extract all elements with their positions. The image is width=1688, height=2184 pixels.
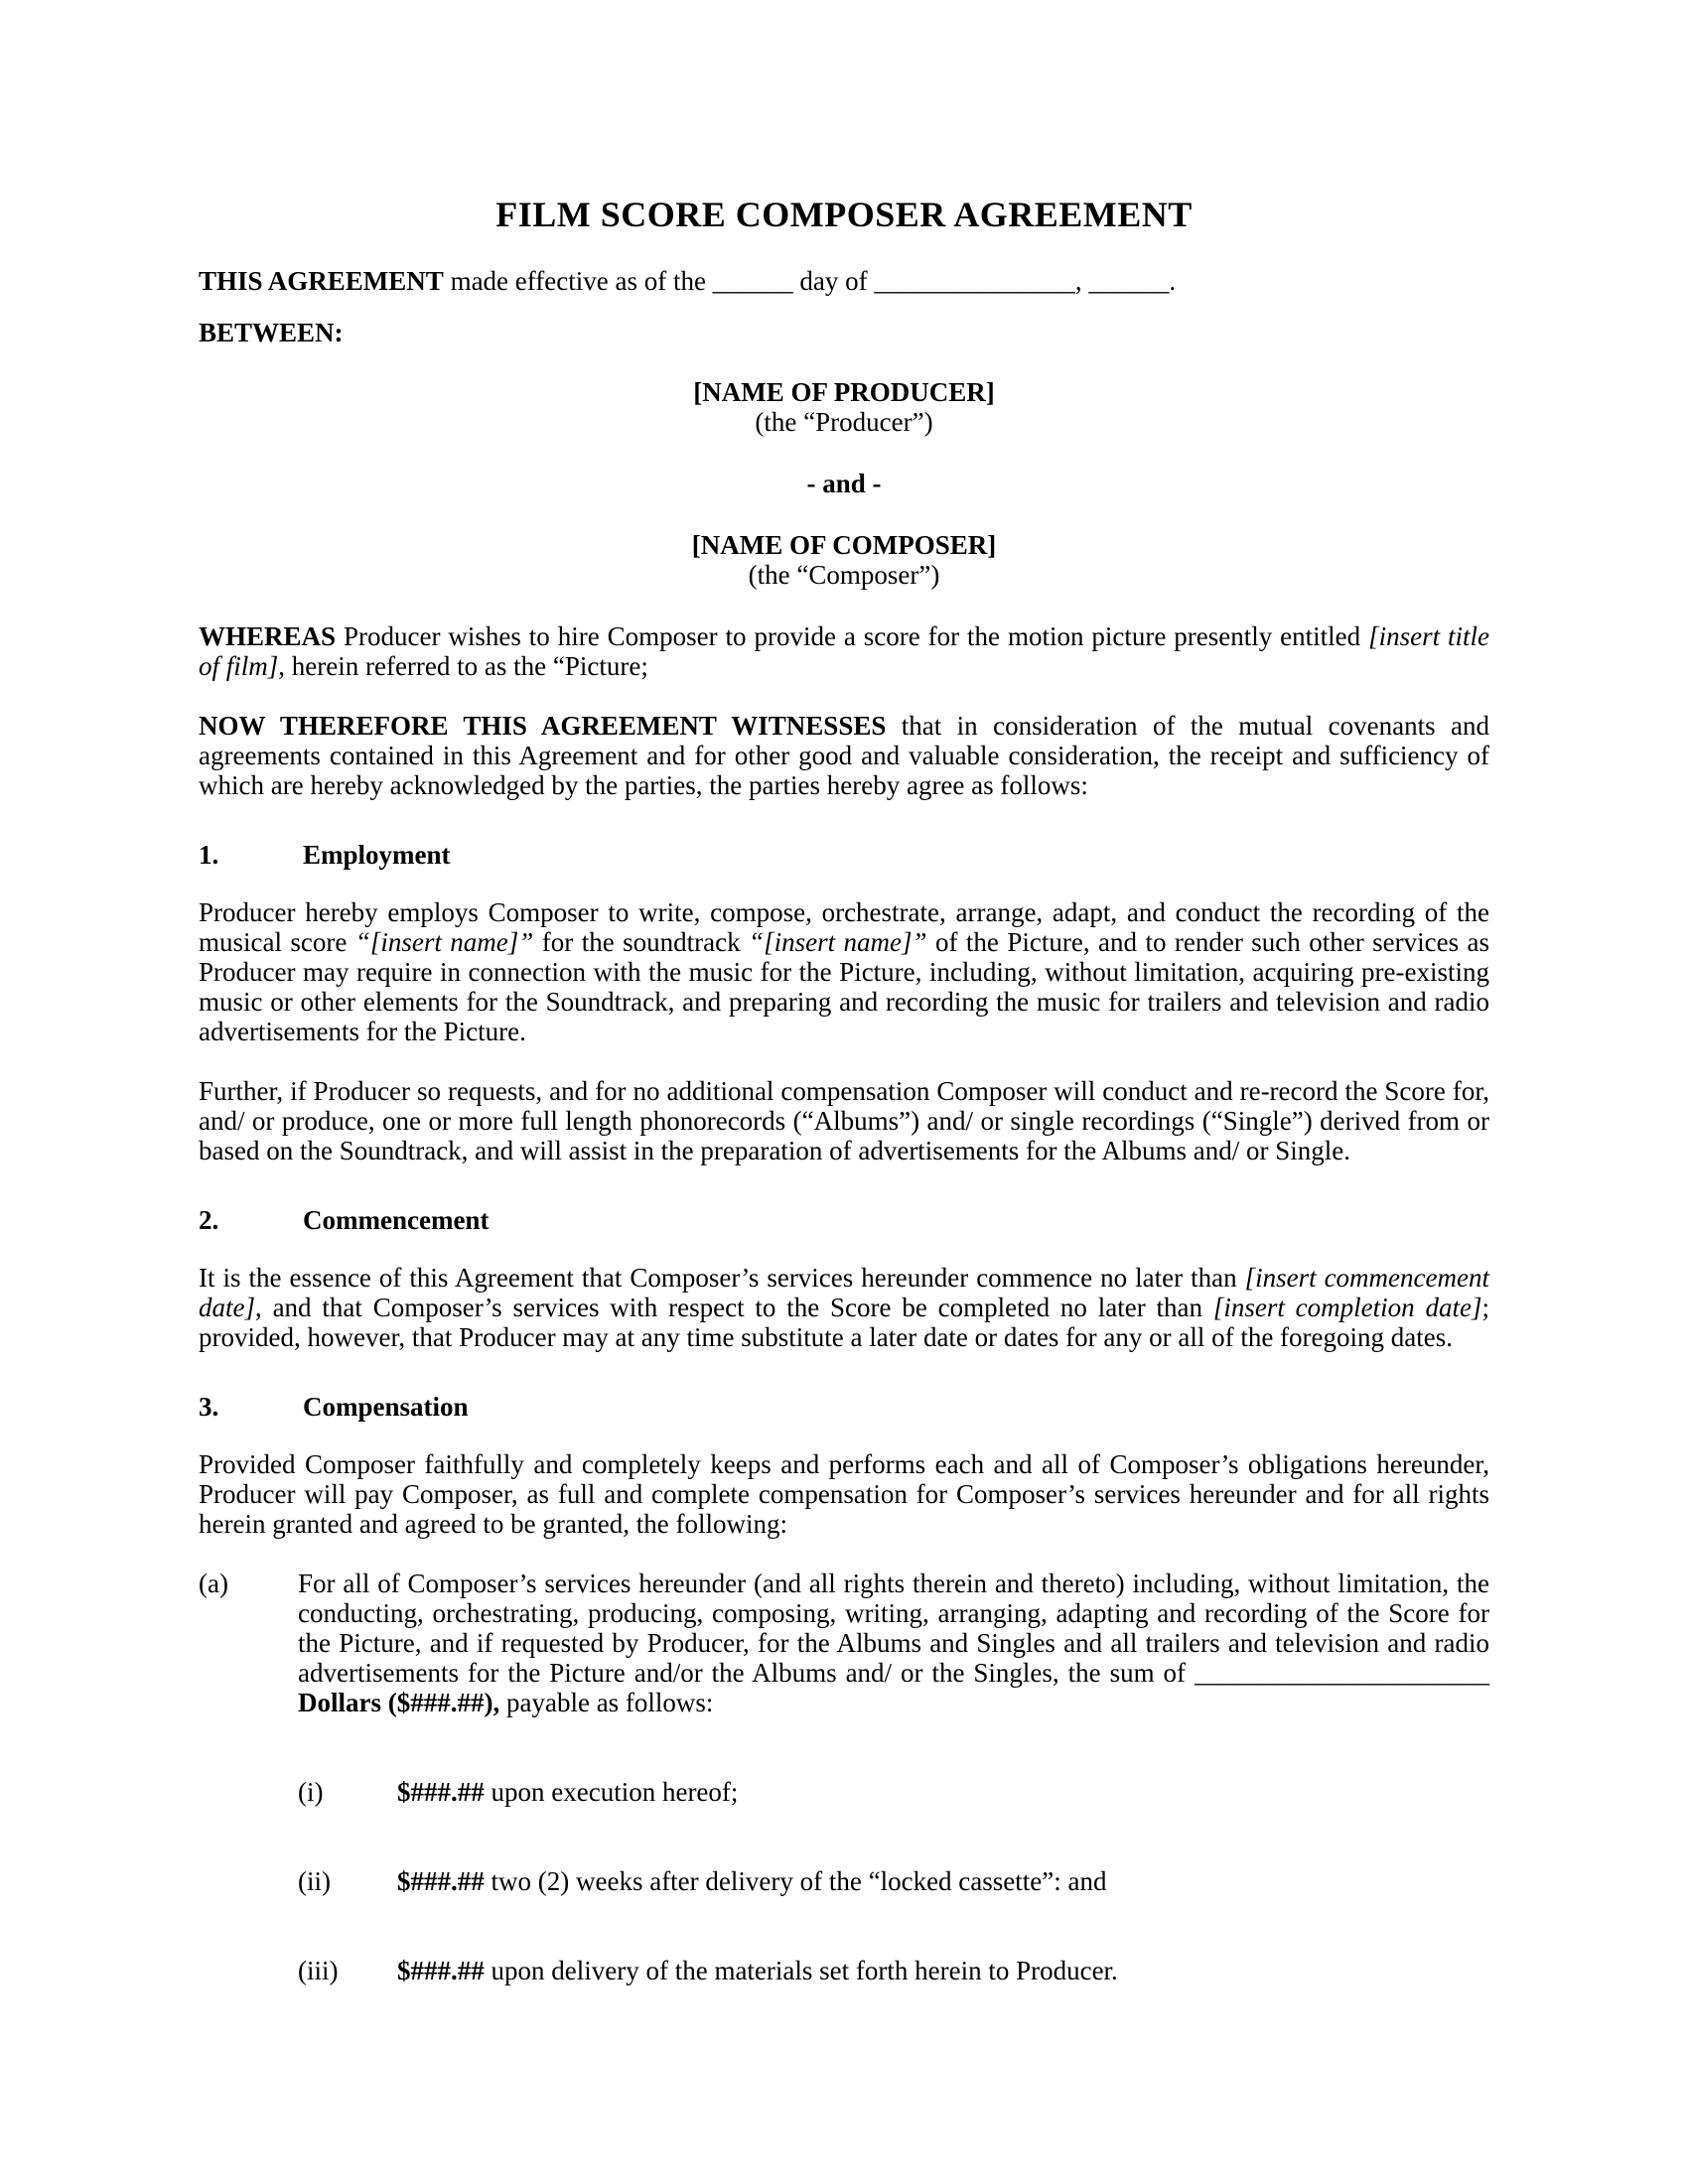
- section-2-heading: [199, 1205, 1489, 1235]
- opening-paragraph: THIS AGREEMENT made effective as of the ______ day of _______________, ______.: [199, 266, 1177, 296]
- clause-a: [199, 1569, 1489, 1985]
- payment-item-i-body: $###.## upon execution hereof;: [397, 1777, 739, 1807]
- section-3-paragraph-1: Provided Composer faithfully and completely keeps and performs each and all of Composer’s obligations hereunder, Producer will pay Composer, as full and complete compensation for Composer’s services hereunder and for all rights herein granted and agreed to be granted, the following:: [199, 1449, 1489, 1539]
- section-1-title: Employment: [303, 840, 451, 870]
- clause-a-label: (a): [199, 1569, 228, 1598]
- section-2-number: 2.: [199, 1205, 219, 1235]
- payment-item-iii-label: (iii): [298, 1956, 339, 1985]
- composer-party-block: [199, 530, 1489, 590]
- section-1-number: 1.: [199, 840, 219, 870]
- composer-name: [NAME OF COMPOSER]: [691, 530, 997, 560]
- section-1-heading: [199, 840, 1489, 870]
- payment-item-i-label: (i): [298, 1777, 324, 1807]
- payment-item-iii: [298, 1956, 1489, 1985]
- section-3-number: 3.: [199, 1392, 219, 1422]
- payment-item-ii-label: (ii): [298, 1866, 331, 1896]
- composer-alias: (the “Composer”): [748, 560, 940, 590]
- clause-a-content: [298, 1569, 1489, 1985]
- document-title: FILM SCORE COMPOSER AGREEMENT: [495, 195, 1193, 234]
- now-therefore-recital: NOW THEREFORE THIS AGREEMENT WITNESSES that in consideration of the mutual covenants and agreements contained in this Agreement and for other good and valuable consideration, the receipt and sufficiency of which are hereby acknowledged by the parties, the parties hereby agree as follows:: [199, 711, 1489, 800]
- section-3-title: Compensation: [303, 1392, 469, 1422]
- producer-alias: (the “Producer”): [755, 407, 933, 437]
- section-2-paragraph-1: It is the essence of this Agreement that Composer’s services hereunder commence no later than [insert commencement date], and that Composer’s services with respect to the Score be completed no later than [insert completion date]; provided, however, that Producer may at any time substitute a later date or dates for any or all of the foregoing dates.: [199, 1263, 1489, 1352]
- whereas-recital: WHEREAS Producer wishes to hire Composer to provide a score for the motion picture presently entitled [insert title of film], herein referred to as the “Picture;: [199, 621, 1490, 681]
- section-3-heading: [199, 1392, 1489, 1422]
- payment-item-ii: [298, 1866, 1489, 1896]
- and-separator: - and -: [806, 469, 882, 498]
- payment-item-i: [298, 1777, 1489, 1807]
- clause-a-body: For all of Composer’s services hereunder (and all rights therein and thereto) including, without limitation, the conducting, orchestrating, producing, composing, writing, arranging, adapting and recording of the Score for the Picture, and if requested by Producer, for the Albums and Singles and all trailers and television and radio advertisements for the Picture and/or the Albums and/ or the Singles, the sum of ______________________ Dollars ($###.##), payable as follows:: [298, 1569, 1489, 1717]
- between-label: BETWEEN:: [199, 318, 344, 347]
- producer-party-block: [199, 377, 1489, 437]
- section-1-paragraph-1: Producer hereby employs Composer to write, compose, orchestrate, arrange, adapt, and conduct the recording of the musical score “[insert name]” for the soundtrack “[insert name]” of the Picture, and to render such other services as Producer may require in connection with the music for the Picture, including, without limitation, acquiring pre-existing music or other elements for the Soundtrack, and preparing and recording the music for trailers and television and radio advertisements for the Picture.: [199, 897, 1490, 1046]
- producer-name: [NAME OF PRODUCER]: [693, 377, 995, 407]
- section-2-title: Commencement: [303, 1205, 490, 1235]
- payment-item-ii-body: $###.## two (2) weeks after delivery of the “locked cassette”: and: [397, 1866, 1107, 1896]
- payment-item-iii-body: $###.## upon delivery of the materials set forth herein to Producer.: [397, 1956, 1118, 1985]
- section-1-paragraph-2: Further, if Producer so requests, and for no additional compensation Composer will conduct and re-record the Score for, and/ or produce, one or more full length phonorecords (“Albums”) and/ or single recordings (“Single”) derived from or based on the Soundtrack, and will assist in the preparation of advertisements for the Albums and/ or Single.: [199, 1076, 1489, 1165]
